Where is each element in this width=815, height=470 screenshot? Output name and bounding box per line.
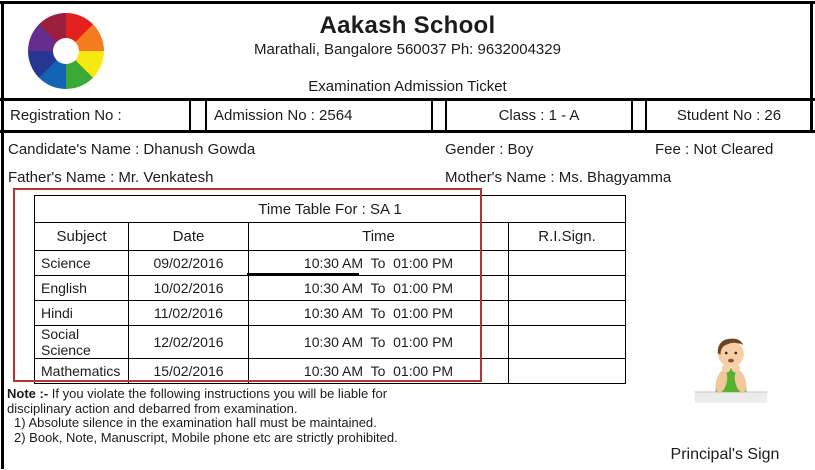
note-section (7, 387, 467, 445)
table-row (35, 301, 626, 326)
document-title: Examination Admission Ticket (308, 78, 507, 95)
candidate-gender: Gender : Boy (445, 141, 534, 158)
date-cell: 10/02/2016 (129, 276, 249, 301)
time-cell: 10:30 AM To 01:00 PM (249, 326, 509, 359)
note-item-2: 2) Book, Note, Manuscript, Mobile phone etc are strictly prohibited. (14, 429, 398, 445)
subject-cell: Science (35, 251, 129, 276)
registration-no-cell: Registration No : (4, 101, 191, 130)
col-header-date: Date (129, 223, 249, 251)
table-row (35, 359, 626, 384)
note-item-1: 1) Absolute silence in the examination hall must be maintained. (14, 415, 377, 430)
page-border-left (1, 1, 4, 469)
col-header-subject: Subject (35, 223, 129, 251)
date-cell: 09/02/2016 (129, 251, 249, 276)
candidate-fee-status: Fee : Not Cleared (655, 141, 774, 158)
ri-sign-cell (509, 359, 626, 384)
class-cell: Class : 1 - A (445, 101, 633, 130)
col-header-time: Time (249, 223, 509, 251)
subject-cell: Hindi (35, 301, 129, 326)
date-cell: 15/02/2016 (129, 359, 249, 384)
note-label: Note :- (7, 386, 49, 401)
time-cell: 10:30 AM To 01:00 PM (249, 276, 509, 301)
admission-no-cell: Admission No : 2564 (205, 101, 433, 130)
timetable (34, 195, 626, 384)
time-cell: 10:30 AM To 01:00 PM (249, 301, 509, 326)
table-row (35, 276, 626, 301)
ri-sign-cell (509, 301, 626, 326)
ri-sign-cell (509, 251, 626, 276)
table-row (35, 326, 626, 359)
col-header-ri-sign: R.I.Sign. (509, 223, 626, 251)
mother-name: Mother's Name : Ms. Bhagyamma (445, 169, 672, 186)
school-address: Marathali, Bangalore 560037 Ph: 9632004329 (254, 41, 561, 58)
subject-cell: Social Science (35, 326, 129, 359)
ri-sign-cell (509, 326, 626, 359)
note-line-1: Note :- If you violate the following instructions you will be liable for (7, 386, 388, 401)
candidate-name: Candidate's Name : Dhanush Gowda (8, 141, 256, 158)
school-name: Aakash School (319, 12, 496, 39)
date-cell: 12/02/2016 (129, 326, 249, 359)
student-no-cell: Student No : 26 (645, 101, 811, 130)
subject-cell: English (35, 276, 129, 301)
principal-sign-label: Principal's Sign (670, 446, 780, 463)
timetable-title: Time Table For : SA 1 (35, 196, 626, 223)
registration-strip (0, 98, 815, 133)
child-photo (692, 332, 770, 416)
date-cell: 11/02/2016 (129, 301, 249, 326)
time-cell: 10:30 AM To 01:00 PM (249, 251, 509, 276)
father-name: Father's Name : Mr. Venkatesh (8, 169, 214, 186)
ri-sign-cell (509, 276, 626, 301)
page-border-top (0, 1, 815, 4)
note-line-2: disciplinary action and debarred from examination. (7, 400, 298, 416)
subject-cell: Mathematics (35, 359, 129, 384)
first-row-time-underline (247, 273, 359, 276)
table-row (35, 251, 626, 276)
time-cell: 10:30 AM To 01:00 PM (249, 359, 509, 384)
